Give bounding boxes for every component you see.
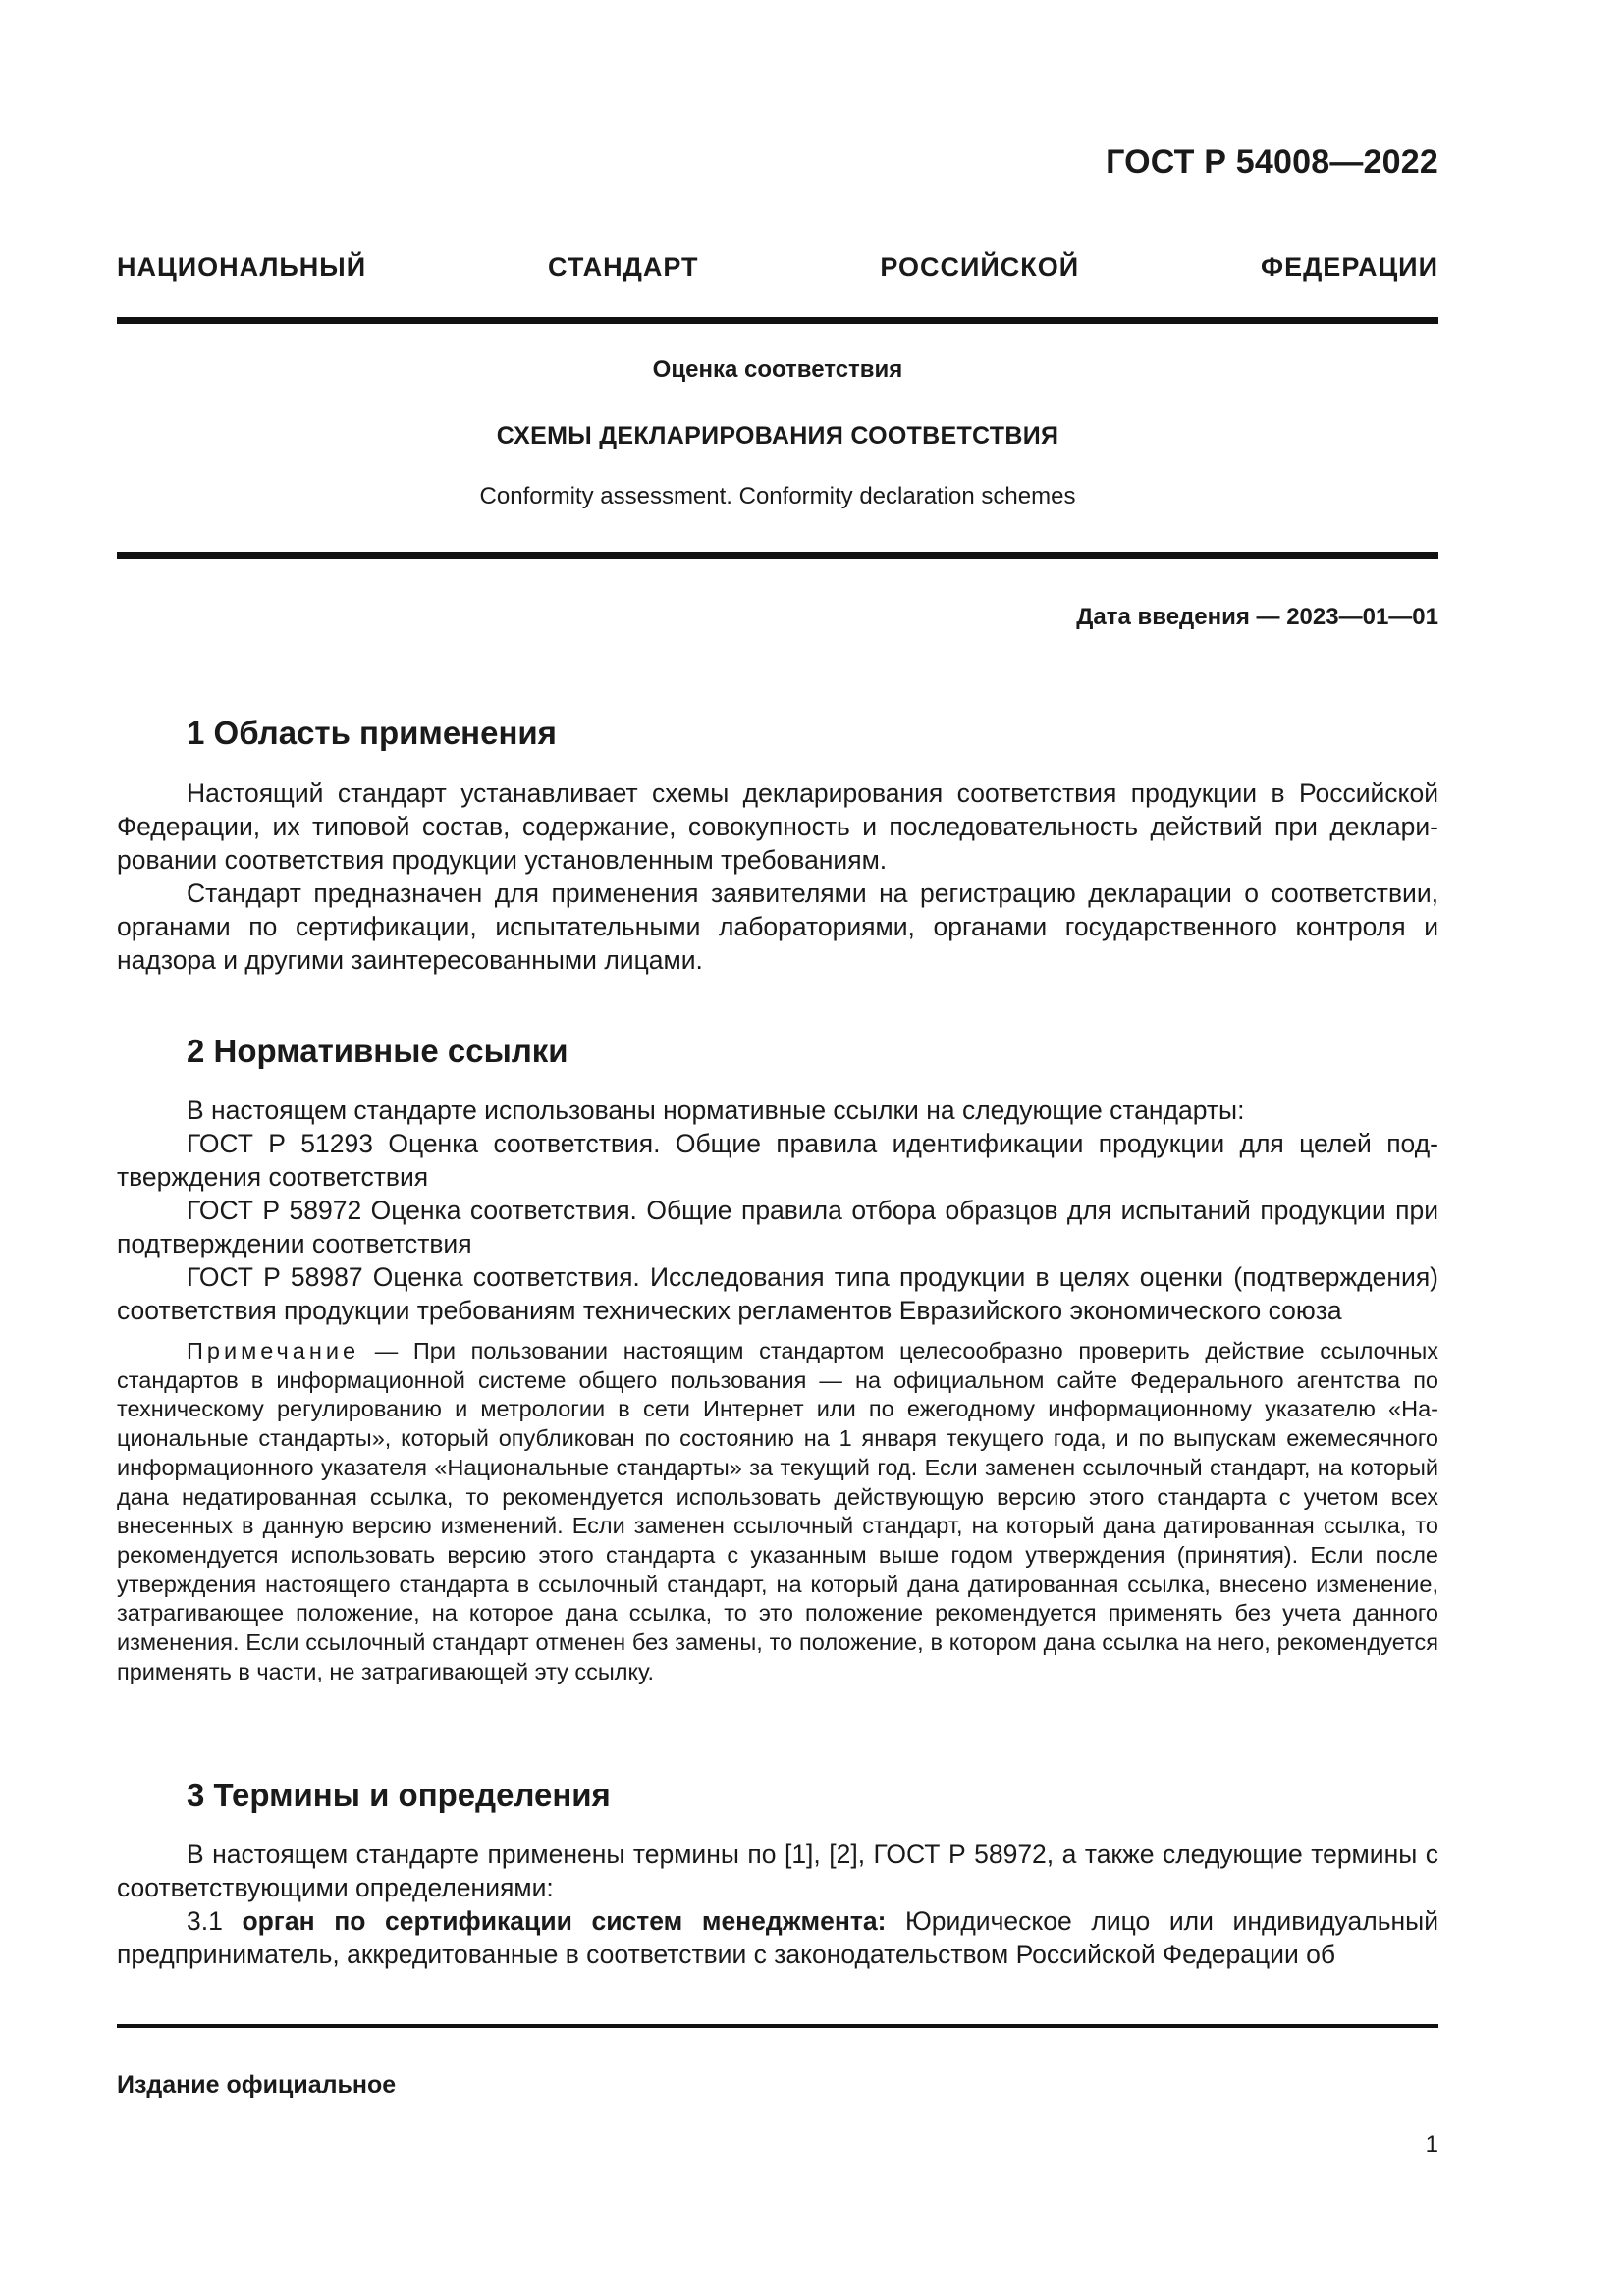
note-text: — При пользовании настоящим стандартом целесообразно проверить действие ссылочных стандартов в информационной системе общего пользования — на официальном сайте Федерального агентства по техническому регулированию и метрологии в сети Интернет или по ежегодному информационному указателю «Национальные стандарты», который опубликован по состоянию на 1 января текущего года, и по выпускам ежемесячного информационного указателя «Национальные стандарты» за текущий год. Если заменен ссылочный стандарт, на который дана недатированная ссылка, то рекомендуется использовать действующую версию этого стандарта с учетом всех внесенных в данную версию изменений. Если заменен ссылочный стандарт, на который дана датированная ссылка, то рекомендуется использовать версию этого стандарта с указанным выше годом утверждения (принятия). Если после утверждения настоящего стандарта в ссылочный стандарт, на который дана датированная ссылка, внесено изменение, затрагивающее положение, на которое дана ссылка, то это положение рекомендуется применять без учета данного изменения. Если ссылочный стандарт отменен без замены, то положение, в котором дана ссылка на него, рекомендуется применять в части, не затрагивающей эту ссылку. bbox=[117, 1338, 1438, 1684]
section-3-heading: 3 Термины и определения bbox=[187, 1777, 611, 1813]
note-label: Примечание bbox=[187, 1338, 360, 1363]
page-number: 1 bbox=[1425, 2131, 1438, 2158]
section-1-paragraph-2: Стандарт предназначен для применения заявителями на регистрацию декларации о соответствии, органами по сертификации, испытательными лабораториями, органами государственного контроля и надзора и другими заинтересованными лицами. bbox=[117, 879, 1438, 975]
normative-reference-1: ГОСТ Р 51293 Оценка соответствия. Общие правила идентификации продукции для целей подтверждения соответствия bbox=[117, 1129, 1438, 1192]
section-3-body bbox=[117, 1838, 1438, 1971]
title-main: СХЕМЫ ДЕКЛАРИРОВАНИЯ СООТВЕТСТВИЯ bbox=[496, 422, 1059, 450]
section-3-paragraph-1: В настоящем стандарте применены термины по [1], [2], ГОСТ Р 58972, а также следующие термины с соответствующими определениями: bbox=[117, 1840, 1438, 1902]
official-edition-label: Издание официальное bbox=[117, 2071, 397, 2099]
normative-reference-2: ГОСТ Р 58972 Оценка соответствия. Общие правила отбора образцов для испытаний продукции при подтверждении соответствия bbox=[117, 1196, 1438, 1258]
normative-reference-3: ГОСТ Р 58987 Оценка соответствия. Исследования типа продукции в целях оценки (подтверждения) соответствия продукции требованиям технических регламентов Евразийского экономического союза bbox=[117, 1262, 1438, 1325]
introduction-date: Дата введения — 2023—01—01 bbox=[1076, 604, 1438, 630]
section-1-paragraph-1: Настоящий стандарт устанавливает схемы декларирования соответствия продукции в Российской Федерации, их типовой состав, содержание, совокупность и последовательность действий при декларировании соответствия продукции установленным требованиям. bbox=[117, 778, 1438, 875]
section-2-paragraph-1: В настоящем стандарте использованы нормативные ссылки на следующие стандарты: bbox=[187, 1095, 1245, 1125]
title-category: Оценка соответствия bbox=[652, 356, 903, 383]
term-definition: Юридическое лицо или индивидуальный предприниматель, аккредитованные в соответствии с законодательством Российской Федерации об bbox=[117, 1906, 1438, 1969]
top-rule bbox=[117, 317, 1438, 324]
national-standard-banner: НАЦИОНАЛЬНЫЙ СТАНДАРТ РОССИЙСКОЙ ФЕДЕРАЦИИ bbox=[117, 252, 1438, 282]
section-1-body bbox=[117, 776, 1438, 977]
standard-number: ГОСТ Р 54008—2022 bbox=[1106, 143, 1438, 181]
title-bottom-rule bbox=[117, 552, 1438, 559]
term-3-1 bbox=[117, 1904, 1438, 1971]
note bbox=[117, 1337, 1438, 1686]
title-english: Conformity assessment. Conformity declaration schemes bbox=[479, 483, 1076, 509]
section-2-body bbox=[117, 1094, 1438, 1686]
term-name: орган по сертификации систем менеджмента: bbox=[242, 1906, 887, 1936]
section-1-heading: 1 Область применения bbox=[187, 715, 557, 751]
footer-rule bbox=[117, 2024, 1438, 2028]
term-number: 3.1 bbox=[187, 1906, 243, 1936]
section-2-heading: 2 Нормативные ссылки bbox=[187, 1033, 568, 1069]
